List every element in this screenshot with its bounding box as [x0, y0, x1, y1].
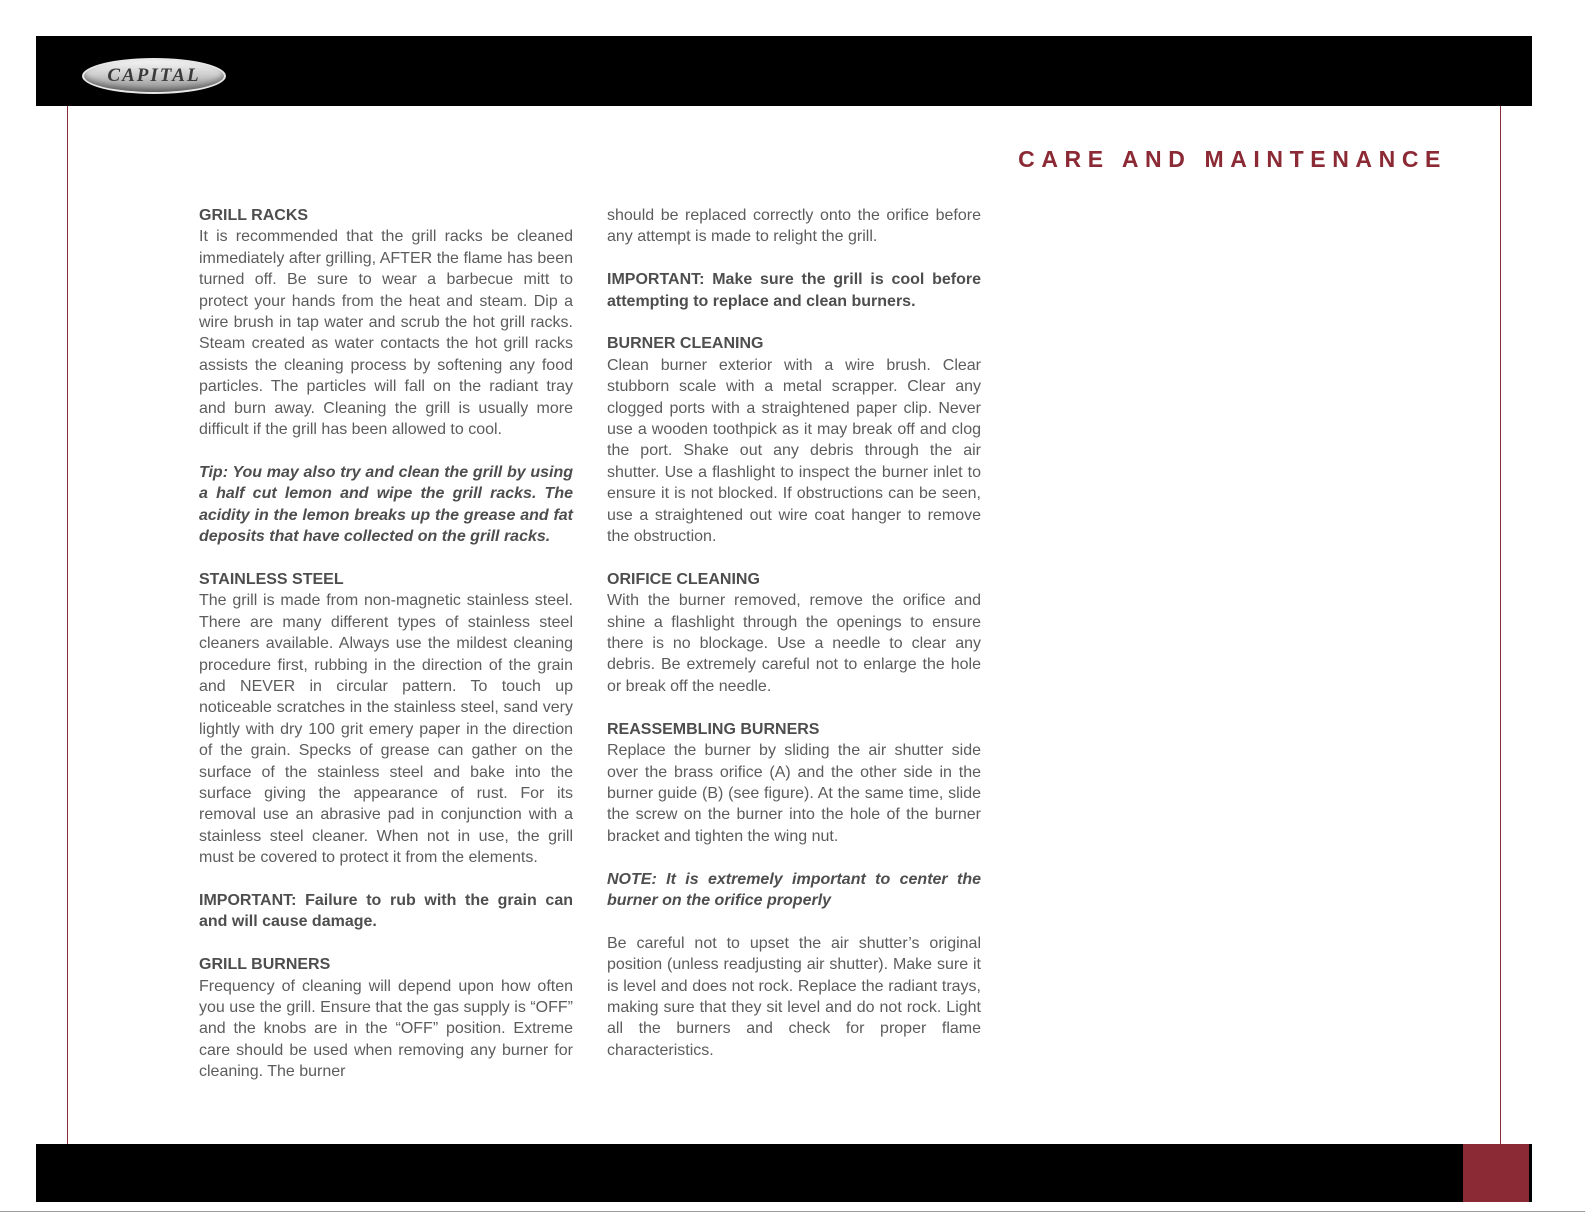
- stainless-steel-heading: STAINLESS STEEL: [199, 570, 344, 588]
- section-title: CARE AND MAINTENANCE: [1018, 146, 1447, 172]
- page-bottom-rule: [0, 1211, 1585, 1212]
- important-grain-note: IMPORTANT: Failure to rub with the grain can and will cause damage.: [199, 891, 573, 931]
- center-burner-note: NOTE: It is extremely important to center the burner on the orifice properly: [607, 870, 981, 909]
- lemon-tip: Tip: You may also try and clean the grill by using a half cut lemon and wipe the grill racks. The acidity in the lemon breaks up the grease and fat deposits that have collected on the grill racks.: [199, 463, 573, 546]
- grill-burners-body: Frequency of cleaning will depend upon how often you use the grill. Ensure that the gas supply is “OFF” and the knobs are in the “OFF” position. Extreme care should be used when removing any burner for cleaning. The burner: [199, 977, 573, 1081]
- reassembling-burners-heading: REASSEMBLING BURNERS: [607, 720, 820, 738]
- orifice-cleaning-section: [607, 569, 981, 697]
- orifice-cleaning-heading: ORIFICE CLEANING: [607, 570, 760, 588]
- grill-racks-section: [199, 205, 573, 440]
- capital-logo: [82, 58, 226, 94]
- header-band: [36, 36, 1532, 106]
- burner-cleaning-heading: BURNER CLEANING: [607, 335, 764, 353]
- left-margin-rule: [67, 106, 68, 1144]
- final-instructions: Be careful not to upset the air shutter’s original position (unless readjusting air shutter). Make sure it is level and does not rock. Replace the radiant trays, making sure that they sit level and do not rock. Light all the burners and check for proper flame characteristics.: [607, 934, 981, 1059]
- grill-burners-continued: should be replaced correctly onto the orifice before any attempt is made to relight the grill.: [607, 207, 981, 246]
- grill-burners-heading: GRILL BURNERS: [199, 956, 331, 974]
- reassembling-burners-body: Replace the burner by sliding the air shutter side over the brass orifice (A) and the other side in the burner guide (B) (see figure). At the same time, slide the screw on the burner into the hole of the burner bracket and tighten the wing nut.: [607, 742, 981, 845]
- grill-burners-section: [199, 954, 573, 1082]
- stainless-steel-section: [199, 569, 573, 869]
- grill-racks-heading: GRILL RACKS: [199, 207, 309, 224]
- footer-accent-block: [1463, 1144, 1529, 1202]
- right-margin-rule: [1500, 106, 1501, 1144]
- important-cool-note: IMPORTANT: Make sure the grill is cool before attempting to replace and clean burners.: [607, 271, 981, 310]
- reassembling-burners-section: [607, 719, 981, 847]
- left-column: [199, 205, 573, 1083]
- burner-cleaning-body: Clean burner exterior with a wire brush. Clear stubborn scale with a metal scrapper. Clear any clogged ports with a straightened paper clip. Never use a wooden toothpick as it may break off and clog the port. Shake out any debris through the air shutter. Use a flashlight to inspect the burner inlet to ensure it is not blocked. If obstructions can be seen, use a straightened out wire coat hanger to remove the obstruction.: [607, 356, 981, 546]
- logo-text: CAPITAL: [107, 65, 201, 86]
- stainless-steel-body: The grill is made from non-magnetic stainless steel. There are many different types of stainless steel cleaners available. Always use the mildest cleaning procedure first, rubbing in the direction of the grain and NEVER in circular pattern. To touch up noticeable scratches in the stainless steel, sand very lightly with dry 100 grit emery paper in the direction of the grain. Specks of grease can gather on the surface of the stainless steel and bake into the surface giving the appearance of rust. For its removal use an abrasive pad in conjunction with a stainless steel cleaner. When not in use, the grill must be covered to protect it from the elements.: [199, 592, 573, 867]
- footer-band: [36, 1144, 1532, 1202]
- grill-racks-body: It is recommended that the grill racks be cleaned immediately after grilling, AFTER the flame has been turned off. Be sure to wear a barbecue mitt to protect your hands from the heat and steam. Dip a wire brush in tap water and scrub the hot grill racks. Steam created as water contacts the hot grill racks assists the cleaning process by softening any food particles. The particles will fall on the radiant tray and burn away. Cleaning the grill is usually more difficult if the grill has been allowed to cool.: [199, 228, 573, 439]
- right-column: [607, 205, 981, 1061]
- orifice-cleaning-body: With the burner removed, remove the orifice and shine a flashlight through the openings to ensure there is no blockage. Use a needle to clear any debris. Be extremely careful not to enlarge the hole or break off the needle.: [607, 592, 981, 695]
- burner-cleaning-section: [607, 333, 981, 547]
